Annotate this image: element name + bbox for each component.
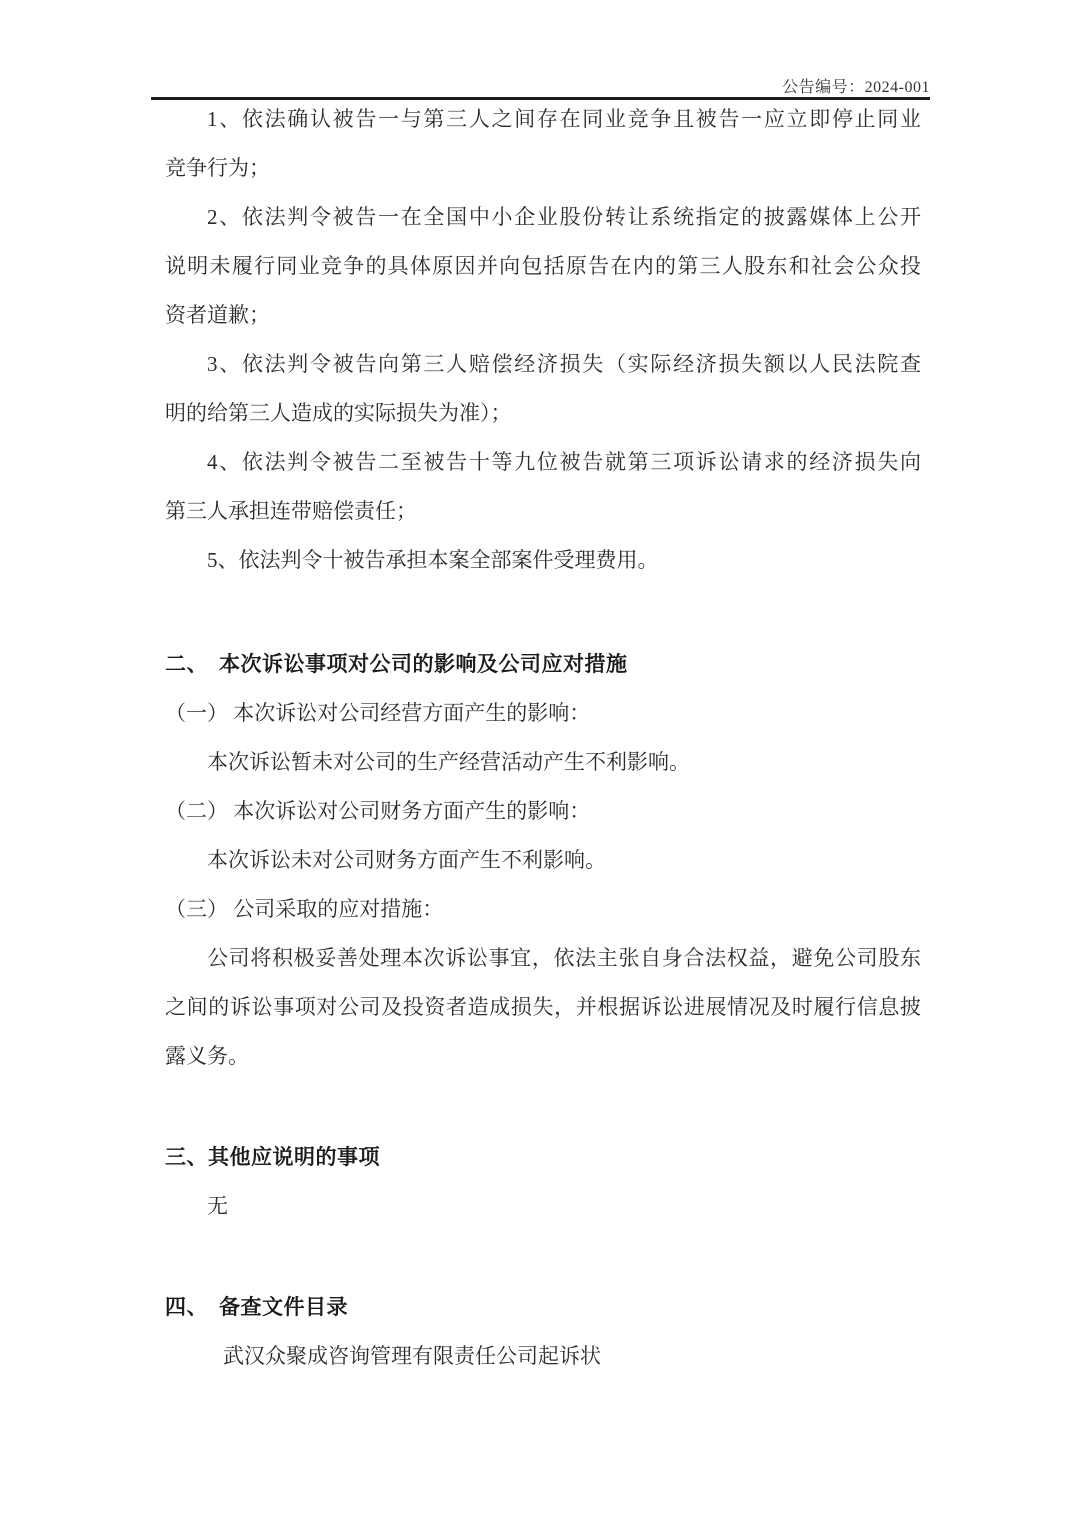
claim-item-2-line-2: 说明未履行同业竞争的具体原因并向包括原告在内的第三人股东和社会公众投	[165, 254, 921, 278]
section-4-content: 武汉众聚成咨询管理有限责任公司起诉状	[223, 1344, 601, 1368]
section-2-heading: 二、 本次诉讼事项对公司的影响及公司应对措施	[165, 653, 628, 676]
section-4-heading: 四、 备查文件目录	[165, 1296, 348, 1319]
claim-item-5-line-1: 5、依法判令十被告承担本案全部案件受理费用。	[207, 548, 659, 572]
announcement-number: 公告编号：2024-001	[782, 79, 930, 96]
claim-item-3-line-2: 明的给第三人造成的实际损失为准）；	[165, 401, 512, 425]
section-spacer	[165, 585, 921, 640]
claim-item-2-line-3: 资者道歉；	[165, 303, 270, 327]
section-spacer	[165, 1081, 921, 1133]
section-2-sub-3-text-line-3: 露义务。	[165, 1044, 249, 1068]
section-spacer	[165, 1231, 921, 1283]
claim-item-3-line-1: 3、依法判令被告向第三人赔偿经济损失（实际经济损失额以人民法院查	[207, 352, 921, 376]
claim-item-1-line-2: 竞争行为；	[165, 156, 270, 180]
section-2-sub-3-label: （三） 公司采取的应对措施：	[165, 897, 444, 921]
section-2-sub-2-label: （二） 本次诉讼对公司财务方面产生的影响：	[165, 799, 591, 823]
section-2-sub-3-text-line-2: 之间的诉讼事项对公司及投资者造成损失，并根据诉讼进展情况及时履行信息披	[165, 995, 921, 1019]
section-3-content: 无	[207, 1194, 228, 1218]
claim-item-4-line-2: 第三人承担连带赔偿责任；	[165, 499, 417, 523]
claim-item-2-line-1: 2、依法判令被告一在全国中小企业股份转让系统指定的披露媒体上公开	[207, 205, 921, 229]
document-body	[165, 95, 921, 1381]
section-2-sub-2-text: 本次诉讼未对公司财务方面产生不利影响。	[207, 848, 606, 872]
section-2-sub-1-text: 本次诉讼暂未对公司的生产经营活动产生不利影响。	[207, 750, 690, 774]
claim-item-1-line-1: 1、依法确认被告一与第三人之间存在同业竞争且被告一应立即停止同业	[207, 107, 921, 131]
section-3-heading: 三、其他应说明的事项	[165, 1146, 380, 1169]
section-2-sub-3-text-line-1: 公司将积极妥善处理本次诉讼事宜，依法主张自身合法权益，避免公司股东	[207, 946, 921, 970]
section-2-sub-1-label: （一） 本次诉讼对公司经营方面产生的影响：	[165, 701, 591, 725]
claim-item-4-line-1: 4、依法判令被告二至被告十等九位被告就第三项诉讼请求的经济损失向	[207, 450, 921, 474]
